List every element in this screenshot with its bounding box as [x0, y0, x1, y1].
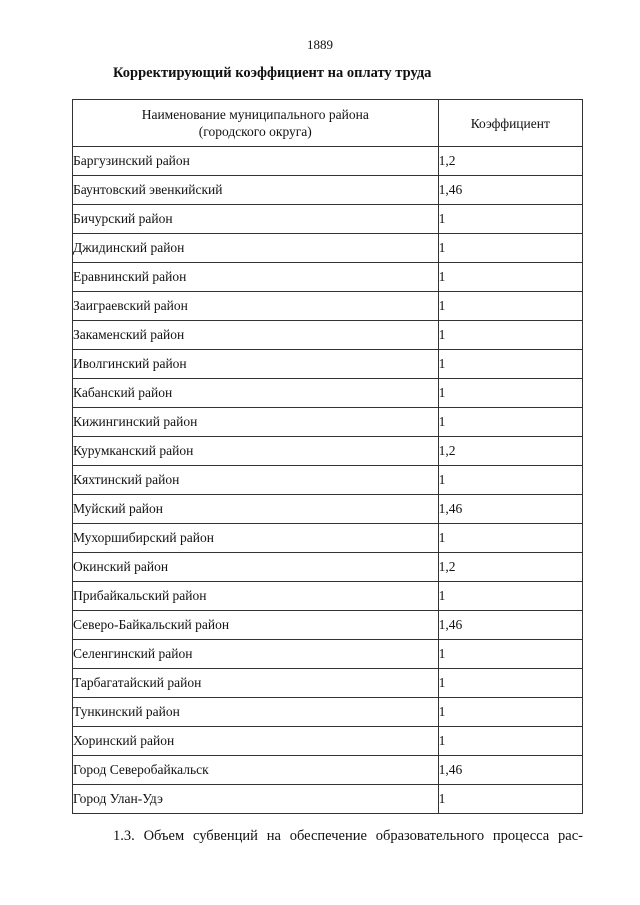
table-row	[73, 611, 583, 640]
table-row	[73, 408, 583, 437]
coefficient-value: 1	[438, 379, 582, 408]
municipality-name: Баунтовский эвенкийский	[73, 176, 439, 205]
municipality-name: Закаменский район	[73, 321, 439, 350]
paragraph-text: 1.3. Объем субвенций на обеспечение образовательного процесса рас-	[113, 828, 583, 844]
municipality-name: Северо-Байкальский район	[73, 611, 439, 640]
table-row	[73, 669, 583, 698]
coefficient-value: 1	[438, 785, 582, 814]
coefficient-value: 1,46	[438, 495, 582, 524]
municipality-name: Город Северобайкальск	[73, 756, 439, 785]
coefficient-value: 1	[438, 524, 582, 553]
table-row	[73, 640, 583, 669]
table-row	[73, 321, 583, 350]
coefficient-value: 1	[438, 582, 582, 611]
coefficient-value: 1	[438, 205, 582, 234]
coefficient-value: 1,2	[438, 147, 582, 176]
coefficient-value: 1	[438, 350, 582, 379]
coefficient-table	[72, 99, 583, 814]
table-row	[73, 147, 583, 176]
table-row	[73, 785, 583, 814]
table-row	[73, 524, 583, 553]
table-row	[73, 234, 583, 263]
table-row	[73, 698, 583, 727]
municipality-name: Бичурский район	[73, 205, 439, 234]
coefficient-value: 1,2	[438, 437, 582, 466]
table-header-row	[73, 100, 583, 147]
coefficient-value: 1	[438, 669, 582, 698]
municipality-name: Кяхтинский район	[73, 466, 439, 495]
municipality-name: Еравнинский район	[73, 263, 439, 292]
document-title: Корректирующий коэффициент на оплату труда	[113, 65, 432, 81]
coefficient-value: 1	[438, 640, 582, 669]
coefficient-value: 1,46	[438, 611, 582, 640]
header-municipality-name: Наименование муниципального района (городского округа)	[73, 100, 439, 147]
coefficient-value: 1	[438, 466, 582, 495]
coefficient-value: 1,2	[438, 553, 582, 582]
municipality-name: Тункинский район	[73, 698, 439, 727]
coefficient-value: 1	[438, 321, 582, 350]
municipality-name: Курумканский район	[73, 437, 439, 466]
table-row	[73, 466, 583, 495]
municipality-name: Кабанский район	[73, 379, 439, 408]
municipality-name: Муйский район	[73, 495, 439, 524]
coefficient-value: 1,46	[438, 176, 582, 205]
municipality-name: Прибайкальский район	[73, 582, 439, 611]
table-row	[73, 263, 583, 292]
table-row	[73, 292, 583, 321]
municipality-name: Джидинский район	[73, 234, 439, 263]
table-row	[73, 582, 583, 611]
table-row	[73, 350, 583, 379]
table-row	[73, 727, 583, 756]
municipality-name: Заиграевский район	[73, 292, 439, 321]
coefficient-value: 1	[438, 727, 582, 756]
coefficient-value: 1,46	[438, 756, 582, 785]
coefficient-value: 1	[438, 234, 582, 263]
table-row	[73, 756, 583, 785]
municipality-name: Селенгинский район	[73, 640, 439, 669]
municipality-name: Иволгинский район	[73, 350, 439, 379]
municipality-name: Окинский район	[73, 553, 439, 582]
municipality-name: Город Улан-Удэ	[73, 785, 439, 814]
municipality-name: Тарбагатайский район	[73, 669, 439, 698]
coefficient-value: 1	[438, 408, 582, 437]
table-row	[73, 437, 583, 466]
table-row	[73, 379, 583, 408]
municipality-name: Баргузинский район	[73, 147, 439, 176]
table-row	[73, 176, 583, 205]
coefficient-value: 1	[438, 263, 582, 292]
table-row	[73, 205, 583, 234]
table-row	[73, 553, 583, 582]
coefficient-value: 1	[438, 698, 582, 727]
coefficient-value: 1	[438, 292, 582, 321]
municipality-name: Кижингинский район	[73, 408, 439, 437]
municipality-name: Мухоршибирский район	[73, 524, 439, 553]
municipality-name: Хоринский район	[73, 727, 439, 756]
table-row	[73, 495, 583, 524]
header-coefficient: Коэффициент	[438, 100, 582, 147]
page-number: 1889	[307, 37, 333, 52]
